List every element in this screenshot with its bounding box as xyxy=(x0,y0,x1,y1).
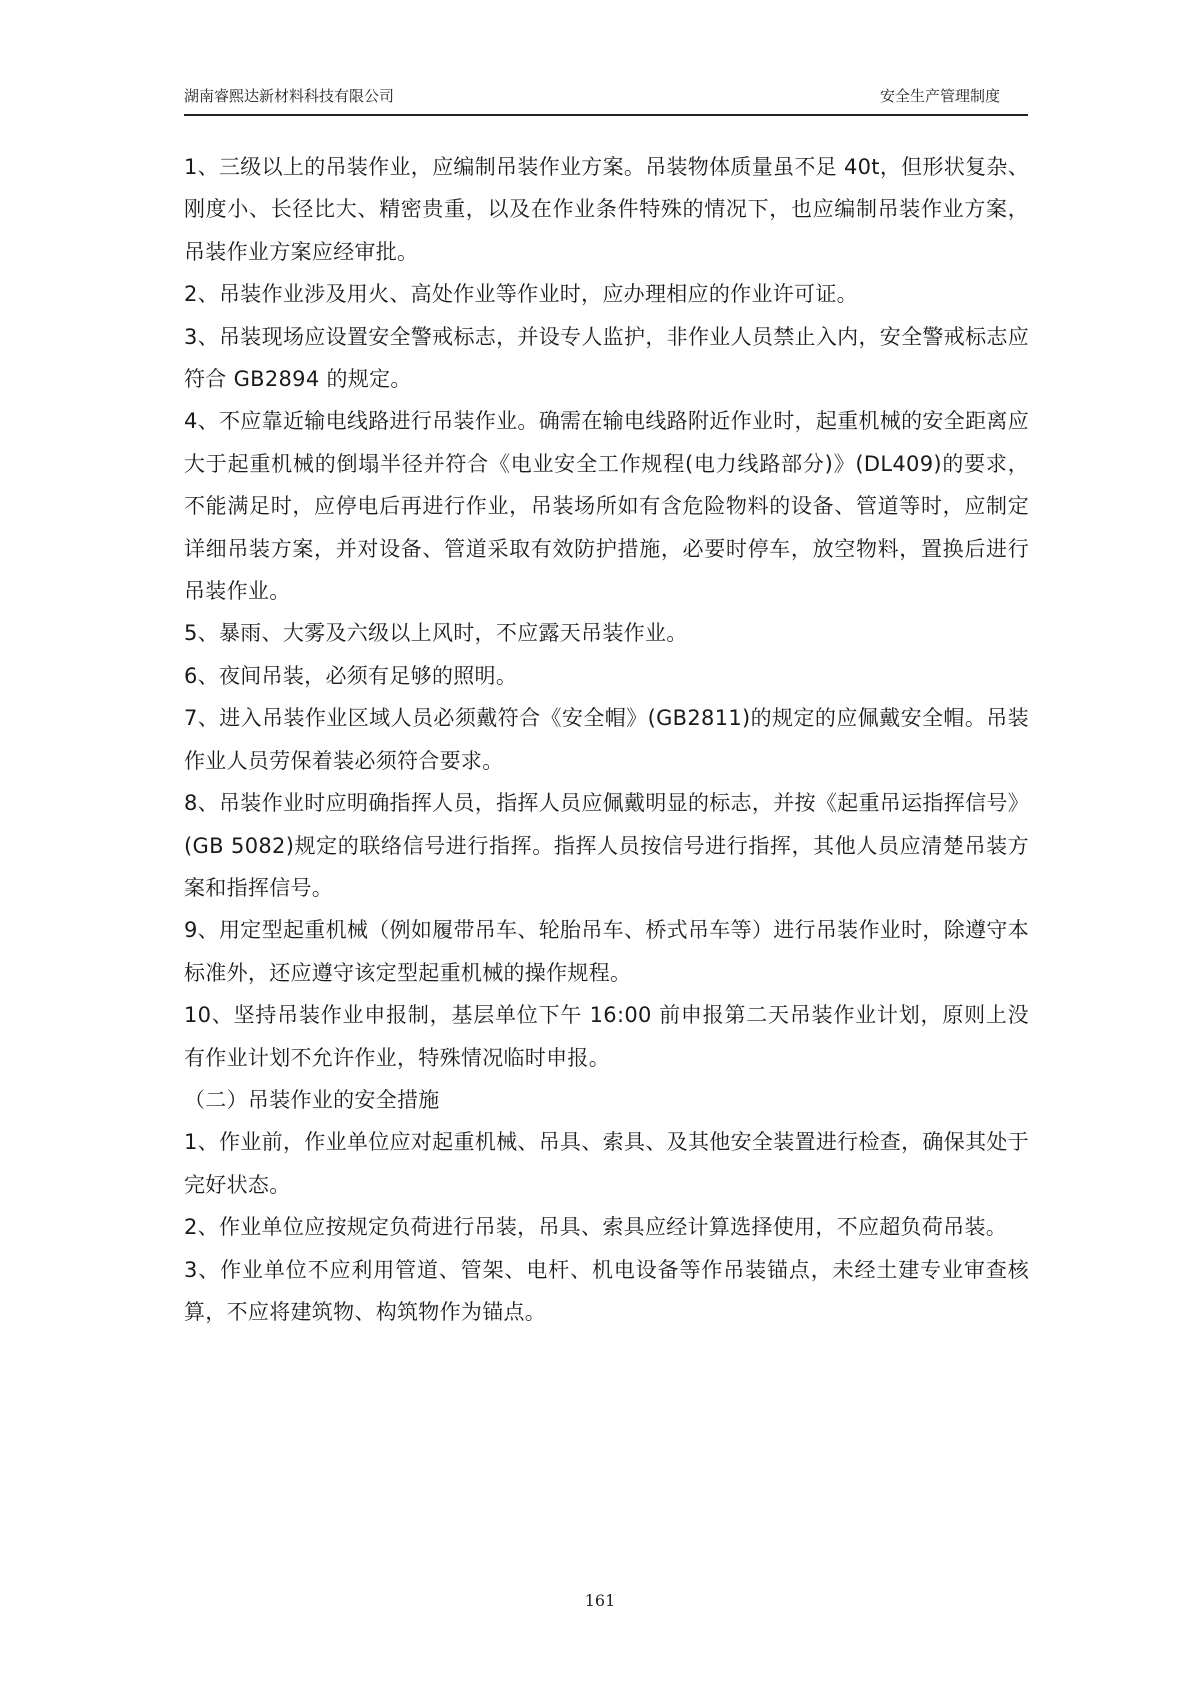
page-header xyxy=(184,82,1028,116)
measure-paragraph-1: 1、作业前，作业单位应对起重机械、吊具、索具、及其他安全装置进行检查，确保其处于完好状态。 xyxy=(184,1130,1029,1197)
header-document-title: 安全生产管理制度 xyxy=(879,87,1000,105)
paragraph-4: 4、不应靠近输电线路进行吊装作业。确需在输电线路附近作业时，起重机械的安全距离应大于起重机械的倒塌半径并符合《电业安全工作规程(电力线路部分)》(DL409)的要求，不能满足时，应停电后再进行作业，吊装场所如有含危险物料的设备、管道等时，应制定详细吊装方案，并对设备、管道采取有效防护措施，必要时停车，放空物料，置换后进行吊装作业。 xyxy=(184,409,1029,604)
paragraph-5: 5、暴雨、大雾及六级以上风时，不应露天吊装作业。 xyxy=(184,621,688,646)
paragraph-1: 1、三级以上的吊装作业，应编制吊装作业方案。吊装物体质量虽不足 40t，但形状复杂、刚度小、长径比大、精密贵重，以及在作业条件特殊的情况下，也应编制吊装作业方案，吊装作业方案应经审批。 xyxy=(184,155,1029,264)
paragraph-10: 10、坚持吊装作业申报制，基层单位下午 16:00 前申报第二天吊装作业计划，原则上没有作业计划不允许作业，特殊情况临时申报。 xyxy=(184,1003,1029,1070)
paragraph-9: 9、用定型起重机械（例如履带吊车、轮胎吊车、桥式吊车等）进行吊装作业时，除遵守本标准外，还应遵守该定型起重机械的操作规程。 xyxy=(184,918,1029,985)
paragraph-7: 7、进入吊装作业区域人员必须戴符合《安全帽》(GB2811)的规定的应佩戴安全帽。吊装作业人员劳保着装必须符合要求。 xyxy=(184,706,1029,773)
paragraph-8: 8、吊装作业时应明确指挥人员，指挥人员应佩戴明显的标志，并按《起重吊运指挥信号》(GB 5082)规定的联络信号进行指挥。指挥人员按信号进行指挥，其他人员应清楚吊装方案和指挥信号。 xyxy=(184,791,1029,900)
document-body xyxy=(184,146,1029,1333)
section-heading: （二）吊装作业的安全措施 xyxy=(184,1087,440,1112)
paragraph-6: 6、夜间吊装，必须有足够的照明。 xyxy=(184,663,518,688)
page-number: 161 xyxy=(584,1591,616,1610)
measure-paragraph-3: 3、作业单位不应利用管道、管架、电杆、机电设备等作吊装锚点，未经土建专业审查核算，不应将建筑物、构筑物作为锚点。 xyxy=(184,1257,1029,1324)
header-company-name: 湖南睿熙达新材料科技有限公司 xyxy=(184,87,395,105)
paragraph-3: 3、吊装现场应设置安全警戒标志，并设专人监护，非作业人员禁止入内，安全警戒标志应符合 GB2894 的规定。 xyxy=(184,324,1029,392)
measure-paragraph-2: 2、作业单位应按规定负荷进行吊装，吊具、索具应经计算选择使用，不应超负荷吊装。 xyxy=(184,1215,1008,1240)
paragraph-2: 2、吊装作业涉及用火、高处作业等作业时，应办理相应的作业许可证。 xyxy=(184,282,858,307)
